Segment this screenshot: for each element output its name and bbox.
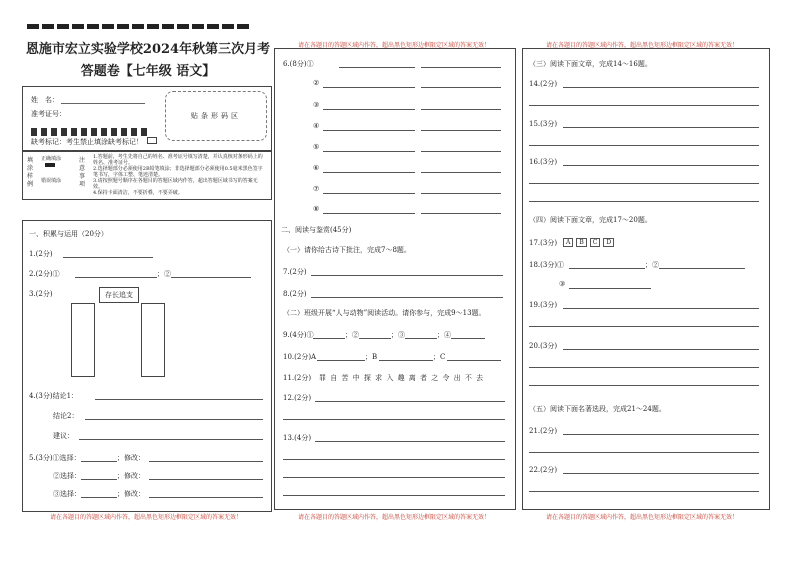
q6-answer[interactable] (421, 109, 501, 110)
student-info-box (22, 86, 272, 152)
q6-circle: ⑧ (313, 205, 320, 213)
q6-label: 6.(8分)① (283, 60, 314, 68)
q15-answer[interactable] (529, 145, 759, 146)
q3-label: 3.(2分) (29, 290, 53, 298)
q22-answer[interactable] (563, 473, 759, 474)
q20-label: 20.(3分) (529, 342, 558, 350)
absent-label: 缺考标记：考生禁止填涂缺考标记！ (31, 138, 143, 146)
sub-3-heading: （三）阅读下面文章，完成14～16题。 (529, 60, 652, 68)
q17-option-b[interactable]: B (576, 238, 586, 247)
q17-options (563, 238, 614, 247)
q13-answer[interactable] (283, 477, 505, 478)
q16-answer[interactable] (563, 165, 759, 166)
exam-no-label: 准考证号： (31, 110, 66, 118)
q18-answer-1[interactable] (569, 268, 645, 269)
q5c-label: ③选择： (53, 490, 81, 498)
q16-label: 16.(3分) (529, 158, 558, 166)
q9-label: 9.(4分)① (283, 331, 314, 339)
wrong-fill-label: 错误填涂 (41, 178, 62, 184)
q19-label: 19.(3分) (529, 301, 558, 309)
q9c-label: ；③ (391, 331, 405, 339)
q5b-fix[interactable] (149, 479, 263, 480)
q6-circle: ⑦ (313, 185, 320, 193)
barcode-area: 贴条形码区 (165, 91, 267, 141)
q6-circle: ③ (313, 101, 320, 109)
name-field[interactable] (61, 103, 145, 104)
q4-answer-3[interactable] (79, 439, 263, 440)
q6-answer[interactable] (323, 109, 415, 110)
note-item: 4.保持卡面清洁，不要折叠，不要弄破。 (93, 190, 183, 196)
q8-answer[interactable] (311, 297, 503, 298)
warning-text: 请在各题目的答题区域内作答，超出黑色矩形边框限定区域的答案无效！ (545, 514, 738, 521)
q17-option-c[interactable]: C (590, 238, 601, 247)
q22-answer[interactable] (529, 491, 759, 492)
q5b-fix-label: ；修改： (117, 472, 145, 480)
q21-answer[interactable] (563, 434, 759, 435)
note-item: 2.选择题部分必须使用2B铅笔填涂；非选择题部分必须使用0.5毫米黑色签字笔书写，字体工整、笔迹清楚。 (93, 166, 263, 178)
q16-answer[interactable] (529, 201, 759, 202)
section-1-box (22, 220, 272, 512)
q6-answer[interactable] (323, 130, 415, 131)
q4c-label: 建议： (53, 432, 74, 440)
q2-answer-1[interactable] (75, 277, 157, 278)
q14-answer[interactable] (529, 105, 759, 106)
q2b-label: ；② (157, 270, 171, 278)
q18-label: 18.(3分)① (529, 261, 565, 269)
notes-box (22, 150, 272, 200)
q7-label: 7.(2分) (283, 268, 307, 276)
q10-answer-c[interactable] (447, 360, 501, 361)
q10-label: 10.(2分)A (283, 353, 317, 361)
q15-answer[interactable] (563, 127, 759, 128)
section-3-box (522, 48, 770, 510)
q16-answer[interactable] (529, 183, 759, 184)
q9-answer-3[interactable] (405, 338, 437, 339)
q6-answer-1a[interactable] (339, 67, 415, 68)
q6-answer[interactable] (421, 193, 501, 194)
q9-answer-1[interactable] (313, 338, 345, 339)
q5a-label: 5.(3分)①选择： (29, 454, 81, 462)
q20-answer[interactable] (529, 367, 759, 368)
q21-label: 21.(2分) (529, 427, 558, 435)
q3-answer-left[interactable] (71, 303, 95, 377)
q6-answer[interactable] (421, 87, 501, 88)
sub-1-heading: （一）请你给古诗下批注，完成7～8题。 (283, 246, 411, 254)
section-2-box (274, 48, 516, 510)
q13-answer[interactable] (315, 441, 505, 442)
q20-answer[interactable] (529, 385, 759, 386)
note-item: 3.请按照题号顺序在各题目的答题区域内作答，超出答题区域书写的答案无效。 (93, 178, 258, 190)
q18-answer-3[interactable] (569, 288, 651, 289)
sub-2-heading: （二）班级开展“人与动物”阅读活动。请你参与，完成9～13题。 (283, 309, 486, 317)
page-subtitle: 答题卷【七年级 语文】 (80, 64, 216, 79)
q5b-choice[interactable] (81, 479, 117, 480)
q18b-label: ；② (645, 261, 659, 269)
section-2-heading: 二、阅读与鉴赏(45分) (281, 226, 352, 234)
notes-heading: 注意事项 (79, 157, 86, 188)
q20-answer[interactable] (563, 349, 759, 350)
q5c-choice[interactable] (81, 497, 117, 498)
q11-label: 11.(2分) (283, 374, 312, 382)
q6-circle: ⑥ (313, 164, 320, 172)
q3-box: 存长追支 (99, 287, 139, 303)
q6-answer[interactable] (421, 172, 501, 173)
q9-answer-4[interactable] (451, 338, 485, 339)
q6-answer[interactable] (421, 213, 501, 214)
name-label: 姓 名： (31, 96, 59, 104)
q5a-choice[interactable] (81, 461, 117, 462)
q3-answer-right[interactable] (141, 303, 165, 377)
note-item: 1.答题前，考生先将自己的姓名、准考证号填写清楚，并认真核对条形码上的姓名、准考证号。 (93, 154, 263, 166)
q14-label: 14.(2分) (529, 80, 558, 88)
q14-answer[interactable] (563, 87, 759, 88)
q13-answer[interactable] (283, 495, 505, 496)
q11-text: 罪 自 苦 中 探 求 入 趣 离 者 之 令 出 不 去 (319, 374, 485, 382)
q6-answer[interactable] (421, 151, 501, 152)
page-title: 恩施市宏立实验学校2024年秋第三次月考 (25, 42, 271, 57)
q12-label: 12.(2分) (283, 394, 312, 402)
q6-answer[interactable] (323, 213, 415, 214)
q21-answer[interactable] (529, 452, 759, 453)
q6-circle: ② (313, 79, 320, 87)
fill-example-label: 填涂样例 (27, 157, 34, 188)
q7-answer[interactable] (311, 275, 503, 276)
notes-list (93, 154, 267, 196)
q6-answer[interactable] (323, 172, 415, 173)
q6-answer[interactable] (421, 130, 501, 131)
q5c-fix-label: ；修改： (117, 490, 145, 498)
q17-option-d[interactable]: D (603, 238, 614, 247)
q5a-fix-label: ；修改： (117, 454, 145, 462)
q8-label: 8.(2分) (283, 290, 307, 298)
q12-answer[interactable] (315, 401, 505, 402)
section-1-heading: 一、积累与运用（20分） (29, 230, 108, 238)
top-dash-bar (27, 14, 255, 22)
q6-answer[interactable] (323, 87, 415, 88)
q6-answer-1b[interactable] (421, 67, 501, 68)
q5a-fix[interactable] (149, 461, 263, 462)
q18c-label: ③ (559, 280, 566, 288)
q1-answer[interactable] (63, 257, 153, 258)
q19-answer[interactable] (529, 326, 759, 327)
q13-answer[interactable] (283, 459, 505, 460)
q10-answer-a[interactable] (317, 360, 365, 361)
correct-fill-sample (45, 163, 55, 167)
q4-answer-1[interactable] (95, 399, 263, 400)
q9b-label: ；② (345, 331, 359, 339)
warning-text: 请在各题目的答题区域内作答，超出黑色矩形边框限定区域的答案无效！ (49, 514, 242, 521)
q1-label: 1.(2分) (29, 250, 53, 258)
q6-answer[interactable] (323, 193, 415, 194)
q4b-label: 结论2： (53, 412, 79, 420)
q13-label: 13.(4分) (283, 434, 312, 442)
warning-text: 请在各题目的答题区域内作答，超出黑色矩形边框限定区域的答案无效！ (297, 514, 490, 521)
q5b-label: ②选择： (53, 472, 81, 480)
sub-4-heading: （四）阅读下面文章，完成17～20题。 (529, 216, 652, 224)
q6-circle: ④ (313, 122, 320, 130)
absent-checkbox[interactable] (147, 137, 157, 144)
q6-answer[interactable] (323, 151, 415, 152)
q2-label: 2.(2分)① (29, 270, 60, 278)
q2-answer-2[interactable] (171, 277, 251, 278)
q19-answer[interactable] (563, 308, 759, 309)
q9d-label: ；④ (437, 331, 451, 339)
warning-text: 请在各题目的答题区域内作答，超出黑色矩形边框限定区域的答案无效！ (297, 42, 490, 49)
q4-answer-2[interactable] (85, 419, 263, 420)
q5c-fix[interactable] (149, 497, 263, 498)
q9-answer-2[interactable] (359, 338, 391, 339)
q15-label: 15.(3分) (529, 120, 558, 128)
warning-text: 请在各题目的答题区域内作答，超出黑色矩形边框限定区域的答案无效！ (545, 42, 738, 49)
q10b-label: ；B (365, 353, 378, 361)
q12-answer[interactable] (283, 419, 505, 420)
q17-option-a[interactable]: A (563, 238, 573, 247)
q4-label: 4.(3分)结论1： (29, 392, 79, 400)
q10-answer-b[interactable] (379, 360, 433, 361)
q17-label: 17.(3分) (529, 239, 558, 247)
correct-fill-label: 正确填涂 (41, 156, 62, 162)
sub-5-heading: （五）阅读下面名著选段，完成21～24题。 (529, 405, 666, 413)
q18-answer-2[interactable] (659, 268, 745, 269)
q6-circle: ⑤ (313, 143, 320, 151)
q22-label: 22.(2分) (529, 466, 558, 474)
q10c-label: ；C (433, 353, 446, 361)
